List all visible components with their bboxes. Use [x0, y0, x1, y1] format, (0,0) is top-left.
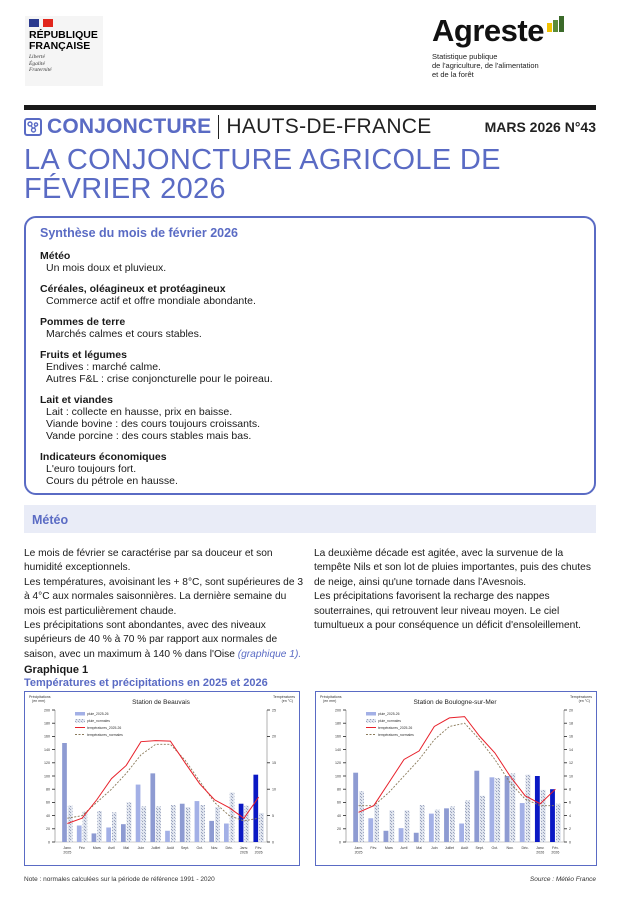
title-line2: FÉVRIER 2026 [24, 173, 226, 205]
svg-text:120: 120 [44, 761, 50, 766]
chart-note: Note : normales calculées sur la période de référence 1991 - 2020 [24, 876, 215, 883]
svg-text:Déc.: Déc. [225, 846, 233, 850]
svg-text:100: 100 [44, 774, 50, 779]
svg-text:140: 140 [44, 747, 50, 752]
svg-text:Janv.: Janv. [239, 846, 249, 850]
section-line: Endives : marché calme. [46, 361, 161, 373]
section-heading: Céréales, oléagineux et protéagineux [40, 283, 226, 295]
svg-text:Oct.: Oct. [196, 846, 204, 850]
svg-text:2026: 2026 [536, 850, 545, 855]
bar-pluie-normale [97, 811, 102, 842]
bar-pluie-observee [77, 826, 82, 843]
bar-pluie-observee [520, 803, 525, 842]
svg-text:40: 40 [46, 813, 50, 818]
svg-text:2025: 2025 [354, 850, 363, 855]
tagline-line: de l'agriculture, de l'alimentation [432, 61, 539, 70]
section-line: Lait : collecte en hausse, prix en baisse. [46, 406, 233, 418]
svg-text:pluie_normales: pluie_normales [87, 719, 110, 723]
svg-text:200: 200 [44, 708, 50, 713]
bar-pluie-observee [121, 824, 126, 842]
svg-text:0: 0 [569, 840, 571, 845]
bar-pluie-observee [368, 818, 373, 842]
svg-text:15: 15 [272, 761, 276, 766]
svg-text:0: 0 [339, 840, 341, 845]
rf-name-line2: FRANÇAISE [29, 40, 91, 52]
svg-text:6: 6 [569, 800, 571, 805]
svg-text:18: 18 [569, 721, 573, 726]
bar-pluie-normale [259, 813, 264, 842]
svg-text:20: 20 [46, 827, 50, 832]
svg-text:Fév.: Fév. [370, 846, 378, 850]
svg-text:160: 160 [44, 734, 50, 739]
svg-text:Janv.: Janv. [536, 846, 545, 850]
svg-text:2026: 2026 [254, 850, 263, 855]
svg-text:14: 14 [569, 747, 573, 752]
rf-name-line1: RÉPUBLIQUE [29, 29, 98, 41]
svg-text:températures_normales: températures_normales [378, 733, 414, 737]
meteo-text-right [314, 547, 596, 633]
bar-pluie-normale [420, 805, 425, 842]
svg-text:Mai: Mai [123, 846, 130, 850]
svg-text:Températures: Températures [273, 695, 295, 699]
svg-text:0: 0 [48, 840, 50, 845]
bar-pluie-normale [405, 810, 410, 842]
graph-label: Graphique 1 [24, 664, 89, 676]
svg-text:(en mm): (en mm) [323, 699, 337, 703]
svg-text:Juin: Juin [137, 846, 145, 850]
bar-pluie-observee [209, 821, 214, 842]
graph-title: Températures et précipitations en 2025 et 2026 [24, 677, 268, 689]
section-line: Un mois doux et pluvieux. [46, 262, 167, 274]
section-line: Autres F&L : crise conjoncturelle pour le poireau. [46, 373, 273, 385]
svg-text:2026: 2026 [239, 850, 248, 855]
bar-pluie-observee [490, 777, 495, 842]
section-line: Cours du pétrole en hausse. [46, 475, 178, 487]
svg-text:4: 4 [569, 813, 571, 818]
bar-pluie-normale [141, 806, 146, 842]
svg-text:120: 120 [335, 761, 341, 766]
svg-text:60: 60 [46, 800, 50, 805]
svg-text:Janv.: Janv. [63, 846, 72, 850]
synthesis-title: Synthèse du mois de février 2026 [40, 226, 239, 240]
bar-pluie-observee [414, 833, 419, 842]
svg-text:Sept.: Sept. [180, 846, 190, 850]
section-line: Marchés calmes et cours stables. [46, 328, 202, 340]
agreste-tagline [432, 52, 564, 79]
bar-pluie-normale [68, 806, 73, 842]
svg-text:2025: 2025 [63, 850, 72, 855]
svg-text:températures_2025-26: températures_2025-26 [378, 726, 413, 730]
svg-text:20: 20 [272, 734, 276, 739]
svg-text:Juin: Juin [430, 846, 438, 850]
chart-title: Station de Beauvais [132, 699, 190, 706]
tagline-line: et de la forêt [432, 70, 474, 79]
svg-text:10: 10 [272, 787, 276, 792]
agreste-wordmark: Agreste [432, 13, 544, 48]
svg-text:2026: 2026 [551, 850, 560, 855]
svg-text:8: 8 [569, 787, 571, 792]
issue-label: MARS 2026 N°43 [484, 119, 596, 135]
bar-pluie-observee [399, 828, 404, 842]
svg-text:Fév.: Fév. [255, 846, 263, 850]
bar-pluie-observee [150, 773, 155, 842]
chart-beauvais-svg [25, 692, 299, 865]
header-divider [24, 105, 596, 110]
svg-text:Fév.: Fév. [552, 846, 559, 850]
tagline-line: Statistique publique [432, 52, 498, 61]
svg-text:100: 100 [335, 774, 341, 779]
bar-pluie-normale [480, 796, 485, 842]
bar-pluie-observee [535, 776, 540, 842]
graph-reference-link[interactable]: (graphique 1). [237, 648, 302, 660]
bar-pluie-observee [195, 801, 200, 842]
bar-pluie-observee [550, 789, 555, 842]
bar-pluie-observee [474, 771, 479, 842]
svg-text:25: 25 [272, 708, 276, 713]
bar-pluie-observee [239, 804, 244, 842]
agreste-logo [432, 14, 564, 79]
section-line: Viande bovine : des cours toujours croissants. [46, 418, 261, 430]
synthesis-section-pommes-de-terre [40, 316, 580, 340]
bar-pluie-observee [62, 743, 67, 842]
synthesis-section-lait-viandes [40, 394, 580, 442]
svg-text:80: 80 [46, 787, 50, 792]
svg-text:Août: Août [166, 846, 175, 850]
bar-pluie-normale [495, 778, 500, 842]
bar-pluie-observee [92, 833, 97, 842]
marianne-flag-icon [29, 19, 99, 27]
svg-text:180: 180 [335, 721, 341, 726]
rf-motto [29, 54, 99, 74]
svg-text:16: 16 [569, 734, 573, 739]
page-title [24, 146, 596, 204]
chart-boulogne-svg [316, 692, 596, 865]
chart-source: Source : Météo France [529, 876, 596, 883]
bar-pluie-observee [429, 814, 434, 842]
meteo-text-left [24, 547, 306, 662]
svg-text:Précipitations: Précipitations [320, 695, 342, 699]
publication-banner [24, 112, 596, 142]
bar-pluie-observee [136, 785, 141, 842]
svg-text:Oct.: Oct. [491, 846, 499, 850]
bar-pluie-normale [200, 805, 205, 842]
svg-text:Avril: Avril [400, 846, 408, 850]
bar-pluie-normale [215, 807, 220, 842]
banner-separator [218, 115, 219, 139]
svg-text:Précipitations: Précipitations [29, 695, 51, 699]
bar-pluie-normale [230, 793, 235, 843]
paragraph: Les températures, avoisinant les + 8°C, sont supérieures de 3 à 4°C aux normales saisonnières. La dernière semaine du mois est particulièrement chaude. [24, 576, 304, 617]
motto-liberte: Liberté [29, 54, 45, 60]
svg-text:pluie_2025-26: pluie_2025-26 [87, 712, 109, 716]
bar-pluie-normale [541, 790, 546, 842]
synthesis-section-cereales [40, 283, 580, 307]
bar-pluie-normale [127, 802, 132, 842]
chart-title: Station de Boulogne-sur-Mer [413, 699, 497, 706]
section-heading: Indicateurs économiques [40, 451, 167, 463]
chart-boulogne [315, 691, 597, 866]
meteo-section-header [24, 505, 596, 533]
section-line: Vande porcine : des cours stables mais bas. [46, 430, 252, 442]
svg-text:200: 200 [335, 708, 341, 713]
bar-pluie-observee [384, 831, 389, 842]
svg-text:Mars: Mars [384, 846, 393, 850]
region-label: HAUTS-DE-FRANCE [226, 115, 432, 138]
svg-text:140: 140 [335, 747, 341, 752]
svg-text:pluie_normales: pluie_normales [378, 719, 401, 723]
bar-pluie-observee [180, 804, 185, 842]
svg-text:5: 5 [272, 813, 274, 818]
bar-pluie-normale [112, 812, 117, 842]
svg-text:pluie_2025-26: pluie_2025-26 [378, 712, 400, 716]
svg-text:Nov.: Nov. [210, 846, 219, 850]
republique-francaise-logo [25, 16, 103, 86]
bar-pluie-observee [444, 808, 449, 842]
synthesis-section-indicateurs [40, 451, 580, 487]
section-heading: Lait et viandes [40, 394, 113, 406]
bar-pluie-observee [165, 831, 170, 842]
bar-pluie-normale [556, 804, 561, 842]
bar-pluie-observee [459, 824, 464, 842]
bar-pluie-normale [359, 791, 364, 842]
svg-text:(en °C): (en °C) [281, 699, 293, 703]
network-nodes-icon [24, 118, 42, 136]
section-line: Commerce actif et offre mondiale abondante. [46, 295, 256, 307]
section-heading: Pommes de terre [40, 316, 126, 328]
series-label: CONJONCTURE [47, 115, 212, 138]
bar-pluie-normale [526, 775, 531, 842]
chart-beauvais [24, 691, 300, 866]
paragraph: Les précipitations favorisent la recharge des nappes souterraines, qui retrouvent leur niveau moyen. Le ciel tumultueux a pour conséquence un déficit d'ensoleillement. [314, 591, 581, 632]
svg-text:2: 2 [569, 827, 571, 832]
paragraph: Le mois de février se caractérise par sa douceur et son humidité exceptionnels. [24, 548, 273, 574]
svg-text:Déc.: Déc. [521, 846, 529, 850]
svg-text:températures_2025-26: températures_2025-26 [87, 726, 122, 730]
bar-pluie-normale [450, 806, 455, 842]
svg-text:80: 80 [337, 787, 341, 792]
synthesis-section-fruits-legumes [40, 349, 580, 385]
paragraph [24, 619, 306, 662]
paragraph-text: Les précipitations sont abondantes, avec des niveaux supérieurs de 40 % à 70 % par rapport aux normales de saison, avec un maximum à 140 % dans l'Oise [24, 620, 278, 660]
svg-text:Juillet: Juillet [444, 846, 455, 850]
bar-pluie-observee [505, 776, 510, 842]
bar-pluie-observee [253, 775, 258, 842]
svg-text:Fév.: Fév. [78, 846, 86, 850]
svg-text:20: 20 [337, 827, 341, 832]
svg-text:(en °C): (en °C) [578, 699, 590, 703]
bar-pluie-normale [186, 807, 191, 842]
synthesis-box [24, 216, 596, 495]
svg-text:(en mm): (en mm) [32, 699, 46, 703]
svg-text:180: 180 [44, 721, 50, 726]
bar-pluie-normale [171, 805, 176, 842]
agreste-bars-icon [547, 16, 564, 32]
svg-text:60: 60 [337, 800, 341, 805]
svg-text:Avril: Avril [108, 846, 115, 850]
svg-text:10: 10 [569, 774, 573, 779]
svg-text:Août: Août [460, 846, 469, 850]
svg-text:Mai: Mai [416, 846, 423, 850]
svg-text:Sept.: Sept. [475, 846, 484, 850]
section-line: L'euro toujours fort. [46, 463, 137, 475]
svg-text:20: 20 [569, 708, 573, 713]
svg-text:40: 40 [337, 813, 341, 818]
title-line1: LA CONJONCTURE AGRICOLE DE [24, 144, 501, 176]
svg-text:0: 0 [272, 840, 274, 845]
synthesis-section-meteo [40, 250, 580, 274]
bar-pluie-normale [465, 800, 470, 842]
svg-text:Nov.: Nov. [506, 846, 514, 850]
section-heading: Fruits et légumes [40, 349, 127, 361]
motto-egalite: Égalité [29, 60, 45, 67]
svg-text:Juillet: Juillet [151, 846, 161, 850]
svg-text:Températures: Températures [570, 695, 592, 699]
svg-text:12: 12 [569, 761, 573, 766]
meteo-section-title: Météo [32, 513, 69, 527]
bar-pluie-observee [106, 827, 111, 842]
bar-pluie-normale [435, 810, 440, 842]
bar-pluie-observee [353, 773, 358, 842]
bar-pluie-normale [156, 806, 161, 842]
section-heading: Météo [40, 250, 71, 262]
motto-fraternite: Fraternité [29, 67, 52, 73]
bar-pluie-normale [374, 804, 379, 842]
svg-text:Mars: Mars [92, 846, 101, 850]
svg-text:températures_normales: températures_normales [87, 733, 123, 737]
svg-text:160: 160 [335, 734, 341, 739]
paragraph: La deuxième décade est agitée, avec la survenue de la tempête Nils et son lot de pluies importantes, puis des chutes de neige, ainsi qu'une tornade dans l'Avesnois. [314, 548, 591, 588]
bar-pluie-observee [224, 824, 229, 842]
bar-pluie-normale [389, 810, 394, 842]
svg-text:Janv.: Janv. [354, 846, 363, 850]
